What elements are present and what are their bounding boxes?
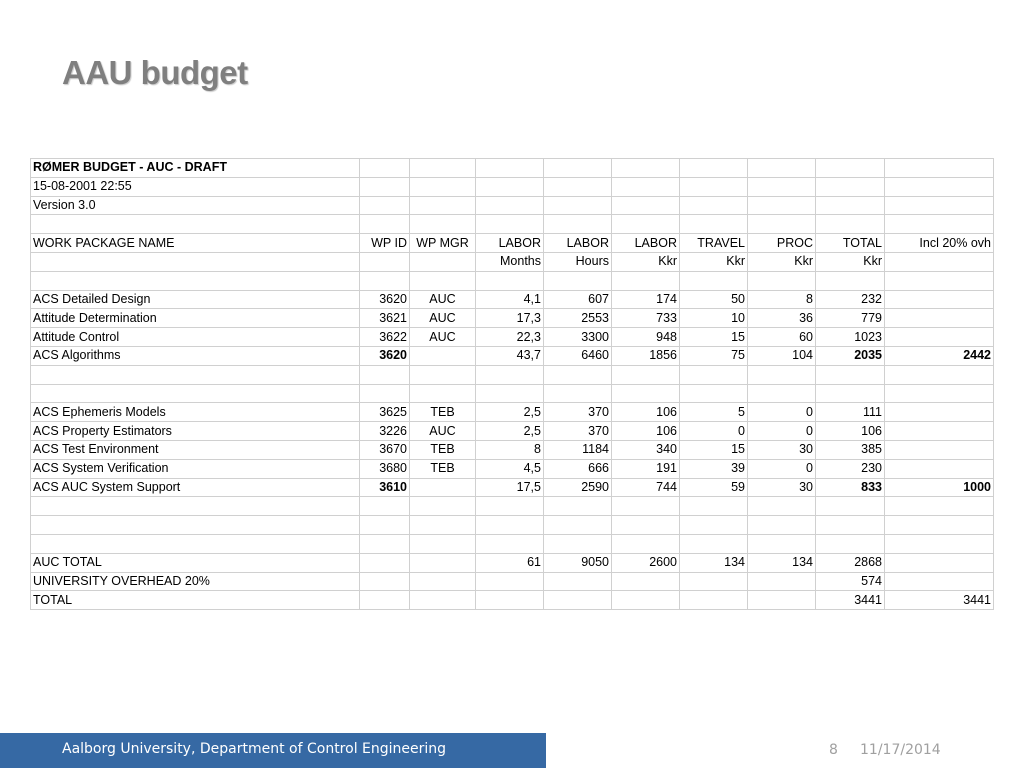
cell-labor-hours [544, 365, 612, 384]
cell-wp-id [360, 177, 410, 196]
cell-travel: 0 [680, 422, 748, 441]
table-row [31, 252, 994, 271]
cell-incl-ovh [885, 516, 994, 535]
cell-incl-ovh [885, 252, 994, 271]
cell-name: ACS AUC System Support [31, 478, 360, 497]
cell-total [816, 497, 885, 516]
cell-wp-id [360, 516, 410, 535]
cell-labor-kkr [612, 159, 680, 178]
cell-travel: 10 [680, 309, 748, 328]
cell-total: 779 [816, 309, 885, 328]
cell-wp-mgr [410, 478, 476, 497]
cell-labor-kkr: 340 [612, 440, 680, 459]
table-row [31, 177, 994, 196]
cell-labor-months [476, 159, 544, 178]
cell-travel [680, 497, 748, 516]
cell-travel [680, 516, 748, 535]
cell-wp-id: 3620 [360, 290, 410, 309]
cell-labor-kkr: 191 [612, 459, 680, 478]
cell-total [816, 215, 885, 234]
cell-wp-mgr [410, 534, 476, 553]
cell-wp-id: WP ID [360, 234, 410, 253]
cell-labor-months: 2,5 [476, 422, 544, 441]
cell-labor-kkr [612, 534, 680, 553]
cell-proc [748, 215, 816, 234]
cell-labor-kkr: 744 [612, 478, 680, 497]
cell-labor-months [476, 384, 544, 403]
cell-incl-ovh [885, 290, 994, 309]
cell-name: ACS System Verification [31, 459, 360, 478]
cell-labor-kkr: 1856 [612, 346, 680, 365]
cell-wp-id: 3680 [360, 459, 410, 478]
cell-labor-months: 17,5 [476, 478, 544, 497]
cell-wp-id [360, 591, 410, 610]
cell-name: UNIVERSITY OVERHEAD 20% [31, 572, 360, 591]
slide-title: AAU budget [62, 54, 248, 91]
cell-proc: 134 [748, 553, 816, 572]
cell-labor-months: Months [476, 252, 544, 271]
cell-wp-mgr [410, 591, 476, 610]
table-row [31, 478, 994, 497]
cell-wp-id [360, 215, 410, 234]
cell-incl-ovh [885, 309, 994, 328]
cell-proc: PROC [748, 234, 816, 253]
table-row [31, 440, 994, 459]
cell-labor-hours: 370 [544, 403, 612, 422]
cell-proc [748, 497, 816, 516]
table-row [31, 384, 994, 403]
cell-wp-mgr [410, 365, 476, 384]
cell-travel [680, 215, 748, 234]
table-row [31, 403, 994, 422]
cell-total [816, 159, 885, 178]
cell-labor-months: 43,7 [476, 346, 544, 365]
cell-labor-months [476, 177, 544, 196]
cell-proc [748, 159, 816, 178]
table-row [31, 497, 994, 516]
cell-labor-hours: 2590 [544, 478, 612, 497]
cell-labor-hours: 1184 [544, 440, 612, 459]
cell-travel [680, 271, 748, 290]
cell-labor-hours [544, 177, 612, 196]
cell-incl-ovh [885, 328, 994, 347]
cell-labor-months: 4,5 [476, 459, 544, 478]
cell-total [816, 365, 885, 384]
table-row [31, 553, 994, 572]
cell-labor-hours: 370 [544, 422, 612, 441]
cell-name: Version 3.0 [31, 196, 360, 215]
cell-travel: Kkr [680, 252, 748, 271]
cell-wp-mgr: AUC [410, 309, 476, 328]
cell-total [816, 196, 885, 215]
cell-incl-ovh [885, 440, 994, 459]
cell-wp-mgr: AUC [410, 422, 476, 441]
cell-incl-ovh [885, 384, 994, 403]
cell-travel: 59 [680, 478, 748, 497]
cell-labor-hours: 666 [544, 459, 612, 478]
cell-travel: 5 [680, 403, 748, 422]
cell-labor-kkr [612, 365, 680, 384]
cell-proc: 8 [748, 290, 816, 309]
cell-proc [748, 591, 816, 610]
cell-total: 2868 [816, 553, 885, 572]
cell-wp-id [360, 534, 410, 553]
cell-total: Kkr [816, 252, 885, 271]
cell-labor-months: 2,5 [476, 403, 544, 422]
cell-labor-kkr: 106 [612, 422, 680, 441]
cell-incl-ovh [885, 271, 994, 290]
cell-wp-mgr [410, 346, 476, 365]
table-row [31, 365, 994, 384]
cell-proc [748, 516, 816, 535]
cell-name [31, 497, 360, 516]
cell-name [31, 365, 360, 384]
cell-labor-months: 8 [476, 440, 544, 459]
cell-total [816, 516, 885, 535]
table-row [31, 234, 994, 253]
cell-name: WORK PACKAGE NAME [31, 234, 360, 253]
cell-labor-kkr: 948 [612, 328, 680, 347]
cell-wp-mgr: AUC [410, 328, 476, 347]
cell-incl-ovh [885, 159, 994, 178]
cell-labor-kkr: 106 [612, 403, 680, 422]
cell-travel [680, 159, 748, 178]
cell-labor-kkr [612, 177, 680, 196]
cell-wp-mgr: TEB [410, 459, 476, 478]
table-row [31, 309, 994, 328]
cell-incl-ovh: 2442 [885, 346, 994, 365]
table-row [31, 215, 994, 234]
cell-proc [748, 177, 816, 196]
cell-labor-hours: Hours [544, 252, 612, 271]
cell-total: TOTAL [816, 234, 885, 253]
cell-labor-kkr: LABOR [612, 234, 680, 253]
cell-labor-months: 22,3 [476, 328, 544, 347]
cell-wp-mgr: AUC [410, 290, 476, 309]
cell-labor-months: 4,1 [476, 290, 544, 309]
cell-wp-id: 3625 [360, 403, 410, 422]
cell-travel: 15 [680, 440, 748, 459]
cell-total [816, 177, 885, 196]
cell-wp-id [360, 252, 410, 271]
cell-labor-hours [544, 534, 612, 553]
cell-wp-id: 3620 [360, 346, 410, 365]
cell-total: 833 [816, 478, 885, 497]
cell-name [31, 215, 360, 234]
table-row [31, 290, 994, 309]
cell-total [816, 271, 885, 290]
cell-name: ACS Algorithms [31, 346, 360, 365]
cell-proc [748, 534, 816, 553]
cell-name: TOTAL [31, 591, 360, 610]
cell-labor-hours [544, 159, 612, 178]
cell-name: 15-08-2001 22:55 [31, 177, 360, 196]
cell-travel [680, 384, 748, 403]
cell-incl-ovh [885, 534, 994, 553]
table-row [31, 591, 994, 610]
cell-travel: 75 [680, 346, 748, 365]
cell-labor-kkr [612, 572, 680, 591]
cell-incl-ovh [885, 215, 994, 234]
cell-incl-ovh: 1000 [885, 478, 994, 497]
cell-wp-mgr [410, 196, 476, 215]
cell-labor-months [476, 572, 544, 591]
cell-labor-kkr [612, 196, 680, 215]
cell-name: AUC TOTAL [31, 553, 360, 572]
cell-incl-ovh [885, 403, 994, 422]
cell-travel: 15 [680, 328, 748, 347]
cell-wp-id: 3226 [360, 422, 410, 441]
cell-labor-months [476, 215, 544, 234]
cell-labor-months [476, 497, 544, 516]
cell-labor-months: 61 [476, 553, 544, 572]
cell-labor-kkr [612, 215, 680, 234]
table-row [31, 271, 994, 290]
cell-wp-id: 3670 [360, 440, 410, 459]
cell-wp-mgr [410, 271, 476, 290]
table-row [31, 422, 994, 441]
cell-travel [680, 591, 748, 610]
cell-wp-mgr [410, 159, 476, 178]
cell-wp-mgr: TEB [410, 403, 476, 422]
cell-total: 2035 [816, 346, 885, 365]
cell-labor-months [476, 534, 544, 553]
cell-labor-hours [544, 497, 612, 516]
cell-labor-hours: 9050 [544, 553, 612, 572]
cell-incl-ovh: Incl 20% ovh [885, 234, 994, 253]
cell-labor-hours [544, 572, 612, 591]
cell-wp-mgr [410, 252, 476, 271]
cell-wp-mgr: TEB [410, 440, 476, 459]
cell-name: ACS Property Estimators [31, 422, 360, 441]
cell-proc [748, 365, 816, 384]
cell-travel [680, 534, 748, 553]
table-row [31, 159, 994, 178]
cell-name: ACS Ephemeris Models [31, 403, 360, 422]
cell-labor-kkr [612, 591, 680, 610]
cell-travel: TRAVEL [680, 234, 748, 253]
cell-labor-months [476, 591, 544, 610]
cell-name [31, 516, 360, 535]
cell-labor-kkr: 733 [612, 309, 680, 328]
budget-table-body [31, 159, 994, 610]
cell-proc: 30 [748, 440, 816, 459]
cell-travel [680, 572, 748, 591]
cell-labor-hours: 607 [544, 290, 612, 309]
footer-organization: Aalborg University, Department of Control Engineering [62, 741, 447, 757]
table-row [31, 534, 994, 553]
table-row [31, 572, 994, 591]
cell-labor-months [476, 365, 544, 384]
table-row [31, 196, 994, 215]
cell-total: 111 [816, 403, 885, 422]
cell-labor-months: LABOR [476, 234, 544, 253]
cell-wp-id [360, 196, 410, 215]
cell-labor-kkr [612, 384, 680, 403]
cell-labor-kkr [612, 271, 680, 290]
cell-incl-ovh [885, 365, 994, 384]
cell-wp-id [360, 497, 410, 516]
cell-travel [680, 365, 748, 384]
cell-incl-ovh [885, 422, 994, 441]
cell-proc: 36 [748, 309, 816, 328]
cell-proc: 104 [748, 346, 816, 365]
cell-labor-hours [544, 591, 612, 610]
cell-wp-mgr [410, 572, 476, 591]
cell-total: 385 [816, 440, 885, 459]
cell-proc: 0 [748, 459, 816, 478]
cell-total: 574 [816, 572, 885, 591]
cell-name: Attitude Control [31, 328, 360, 347]
cell-wp-id [360, 271, 410, 290]
cell-total [816, 384, 885, 403]
cell-wp-mgr [410, 384, 476, 403]
cell-total: 232 [816, 290, 885, 309]
page-number: 8 [829, 742, 838, 758]
cell-incl-ovh [885, 497, 994, 516]
cell-name: RØMER BUDGET - AUC - DRAFT [31, 159, 360, 178]
cell-incl-ovh [885, 196, 994, 215]
cell-travel [680, 196, 748, 215]
cell-name [31, 384, 360, 403]
cell-wp-id: 3622 [360, 328, 410, 347]
cell-total [816, 534, 885, 553]
cell-wp-id [360, 572, 410, 591]
budget-table [30, 158, 994, 610]
cell-wp-id: 3610 [360, 478, 410, 497]
cell-incl-ovh [885, 572, 994, 591]
cell-labor-months [476, 516, 544, 535]
cell-wp-mgr [410, 215, 476, 234]
cell-labor-hours: LABOR [544, 234, 612, 253]
cell-total: 1023 [816, 328, 885, 347]
cell-labor-kkr: Kkr [612, 252, 680, 271]
cell-labor-hours [544, 215, 612, 234]
cell-labor-kkr [612, 497, 680, 516]
cell-proc: 30 [748, 478, 816, 497]
cell-name: ACS Detailed Design [31, 290, 360, 309]
cell-proc [748, 384, 816, 403]
cell-name [31, 534, 360, 553]
cell-incl-ovh [885, 459, 994, 478]
cell-labor-hours [544, 196, 612, 215]
cell-name [31, 252, 360, 271]
cell-wp-id [360, 384, 410, 403]
cell-travel [680, 177, 748, 196]
cell-name: ACS Test Environment [31, 440, 360, 459]
cell-incl-ovh: 3441 [885, 591, 994, 610]
table-row [31, 459, 994, 478]
cell-wp-mgr [410, 177, 476, 196]
cell-total: 230 [816, 459, 885, 478]
cell-labor-hours [544, 516, 612, 535]
cell-labor-kkr: 2600 [612, 553, 680, 572]
table-row [31, 346, 994, 365]
cell-incl-ovh [885, 553, 994, 572]
cell-proc: Kkr [748, 252, 816, 271]
cell-labor-months: 17,3 [476, 309, 544, 328]
cell-wp-id [360, 365, 410, 384]
cell-proc: 60 [748, 328, 816, 347]
cell-total: 3441 [816, 591, 885, 610]
cell-labor-months [476, 271, 544, 290]
cell-labor-hours [544, 271, 612, 290]
cell-wp-mgr: WP MGR [410, 234, 476, 253]
cell-wp-mgr [410, 497, 476, 516]
cell-labor-kkr [612, 516, 680, 535]
table-row [31, 516, 994, 535]
slide-date: 11/17/2014 [860, 742, 941, 758]
cell-incl-ovh [885, 177, 994, 196]
cell-labor-hours: 6460 [544, 346, 612, 365]
cell-proc [748, 196, 816, 215]
cell-labor-kkr: 174 [612, 290, 680, 309]
cell-total: 106 [816, 422, 885, 441]
cell-proc: 0 [748, 403, 816, 422]
cell-travel: 50 [680, 290, 748, 309]
cell-proc [748, 271, 816, 290]
table-row [31, 328, 994, 347]
cell-travel: 39 [680, 459, 748, 478]
cell-wp-id: 3621 [360, 309, 410, 328]
cell-wp-id [360, 159, 410, 178]
cell-labor-hours [544, 384, 612, 403]
cell-labor-hours: 2553 [544, 309, 612, 328]
cell-wp-mgr [410, 516, 476, 535]
cell-travel: 134 [680, 553, 748, 572]
cell-labor-hours: 3300 [544, 328, 612, 347]
cell-wp-id [360, 553, 410, 572]
footer-bar [0, 733, 546, 768]
cell-name: Attitude Determination [31, 309, 360, 328]
cell-name [31, 271, 360, 290]
cell-wp-mgr [410, 553, 476, 572]
cell-proc [748, 572, 816, 591]
cell-proc: 0 [748, 422, 816, 441]
cell-labor-months [476, 196, 544, 215]
